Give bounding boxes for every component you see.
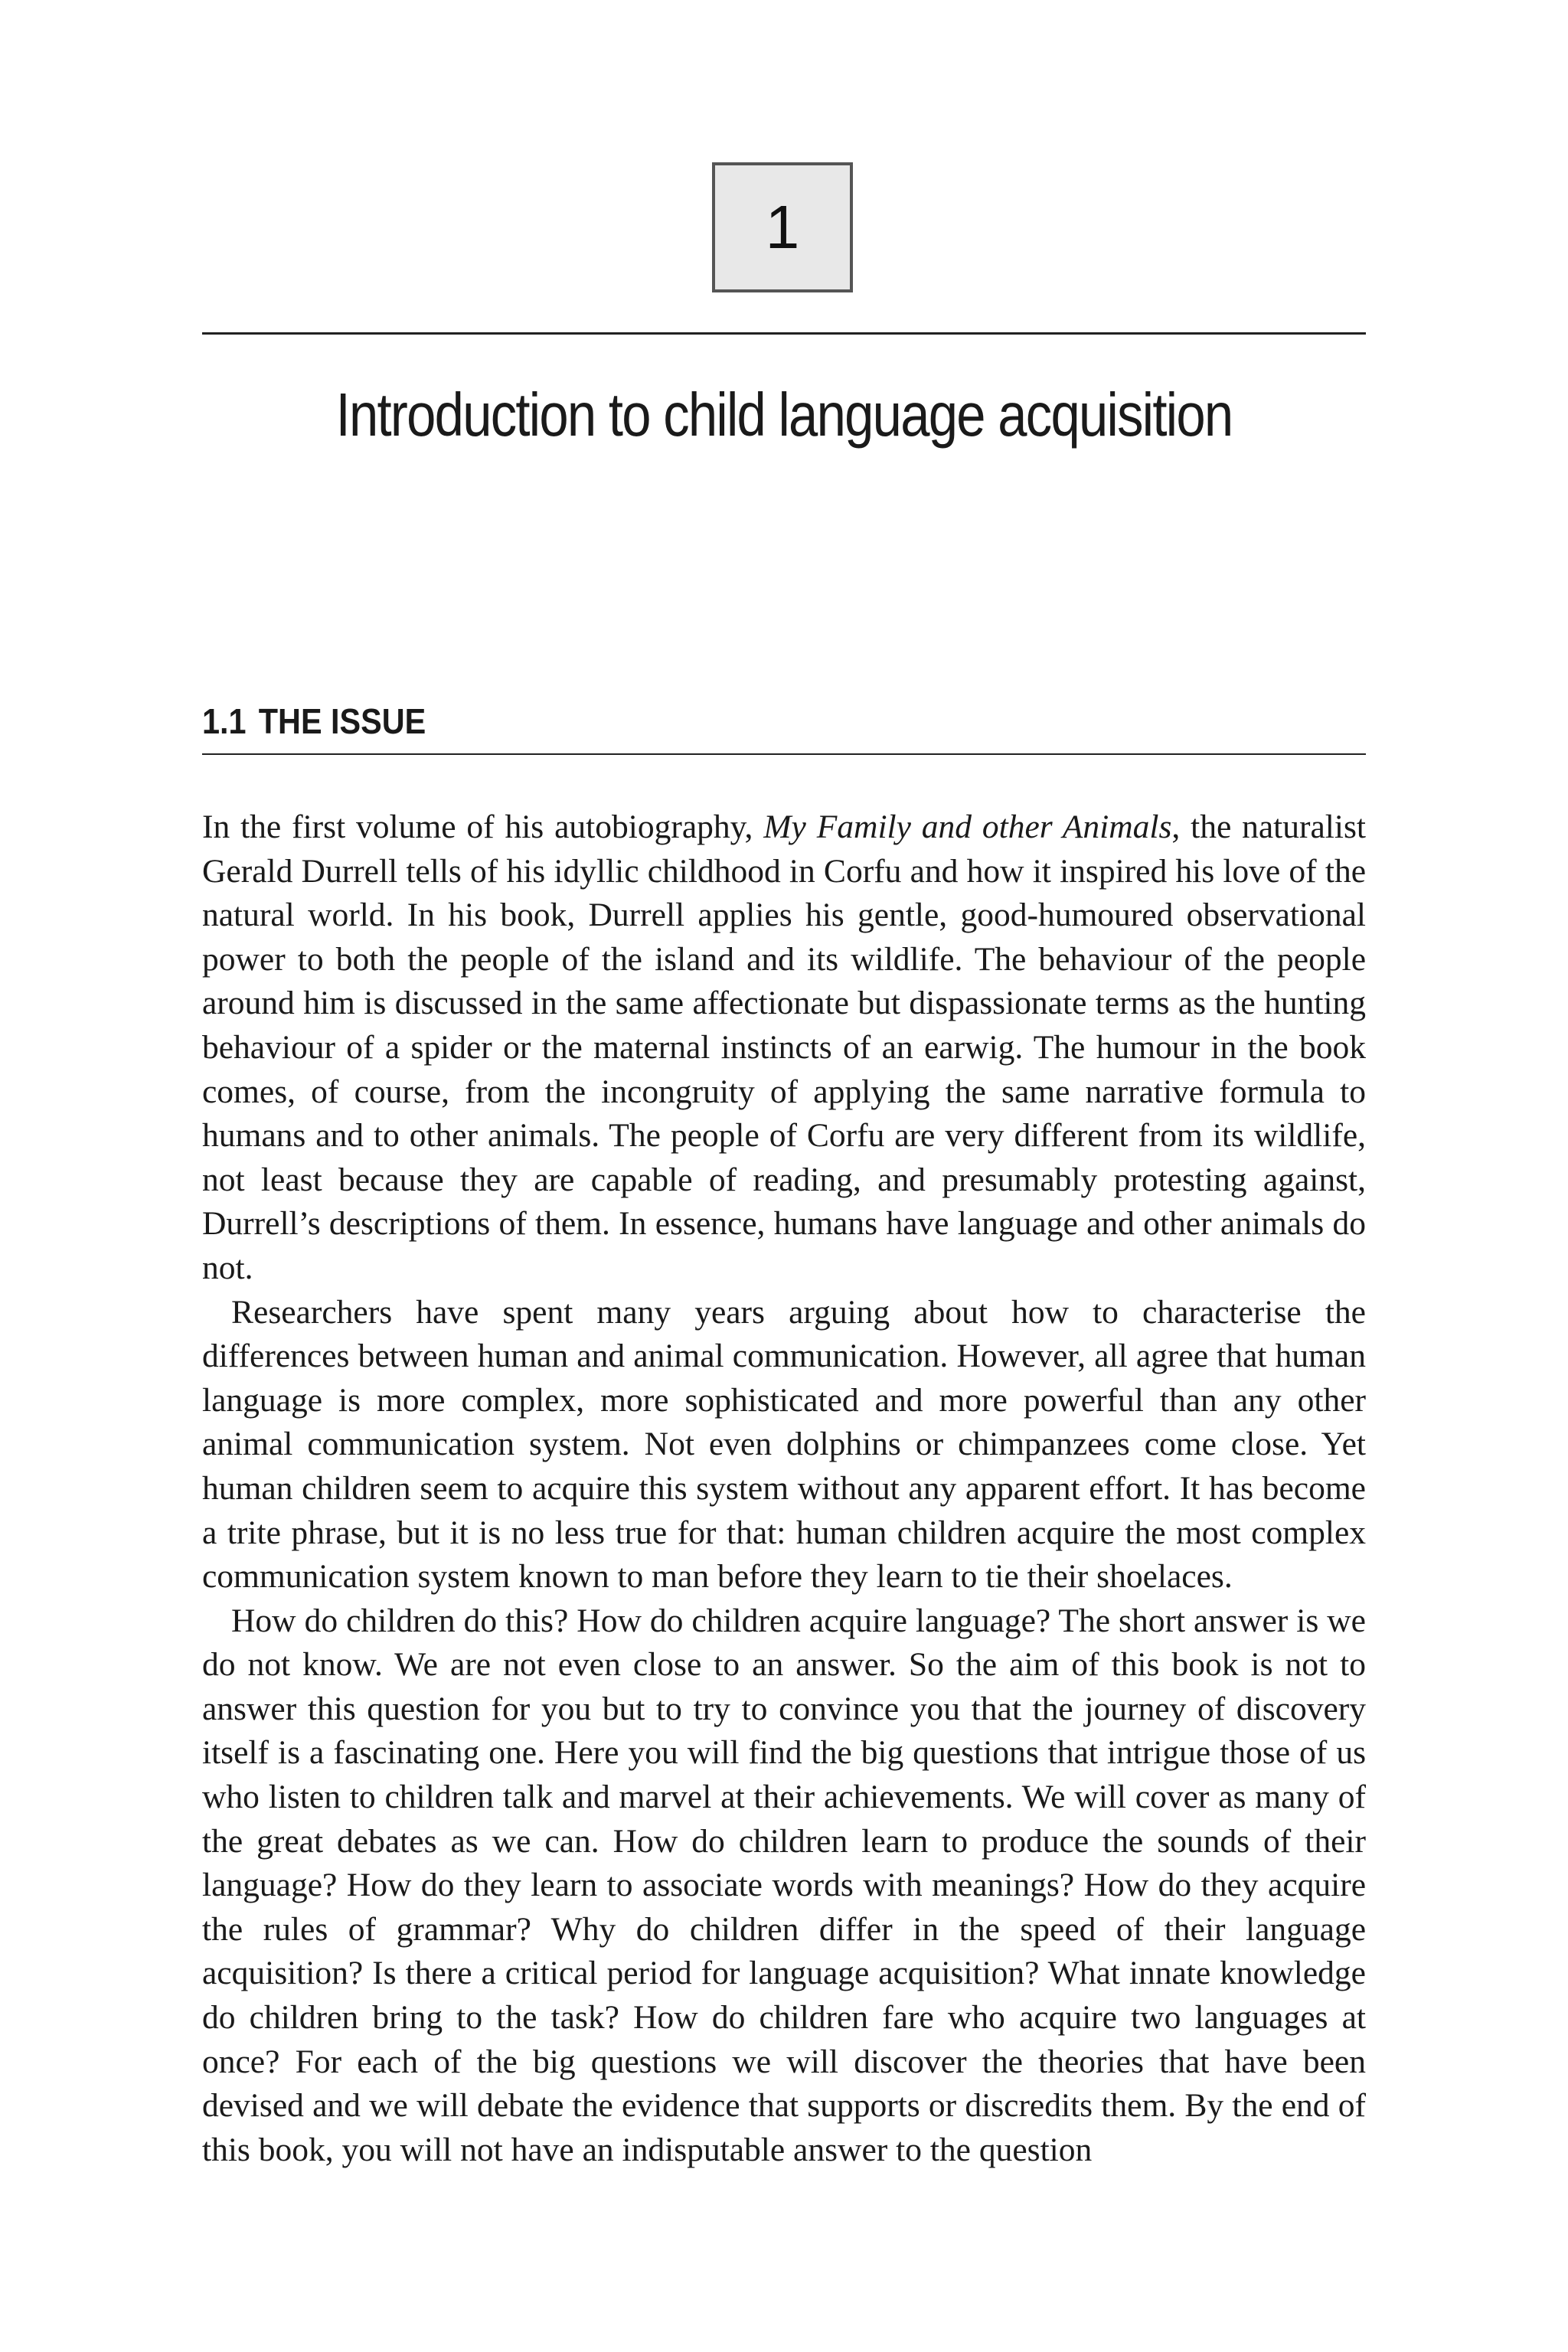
chapter-rule	[202, 332, 1366, 335]
paragraph-1-rest: , the naturalist Gerald Durrell tells of his idyllic childhood in Corfu and how it inspired his love of the natural world. In his book, Durrell applies his gentle, good-humoured observational power to both the people of the island and its wildlife. The behaviour of the people around him is discussed in the same affectionate but dispassionate terms as the hunting behaviour of a spider or the maternal instincts of an earwig. The humour in the book comes, of course, from the incongruity of applying the same narrative formula to humans and to other animals. The people of Corfu are very different from its wildlife, not least because they are capable of reading, and presumably protesting against, Durrell’s descriptions of them. In essence, humans have language and other animals do not.	[202, 808, 1366, 1286]
paragraph-3: How do children do this? How do children acquire language? The short answer is we do not know. We are not even close to an answer. So the aim of this book is not to answer this question for you but to try to convince you that the journey of discovery itself is a fascinating one. Here you will find the big questions that intrigue those of us who listen to children talk and marvel at their achievements. We will cover as many of the great debates as we can. How do children learn to produce the sounds of their language? How do they learn to associate words with meanings? How do they acquire the rules of grammar? Why do children differ in the speed of their language acquisition? Is there a critical period for language acquisition? What innate knowledge do children bring to the task? How do children fare who acquire two languages at once? For each of the big questions we will discover the theories that have been devised and we will debate the evidence that supports or discredits them. By the end of this book, you will not have an indisputable answer to the question	[202, 1602, 1366, 2168]
paragraph-1-start: In the first volume of his autobiography,	[202, 808, 764, 845]
paragraph-1	[202, 805, 1366, 1291]
book-title-italic: My Family and other Animals	[763, 808, 1172, 845]
section-number: 1.1	[202, 701, 247, 741]
section-rule	[202, 753, 1366, 755]
chapter-number-box	[712, 162, 853, 292]
body-text	[202, 805, 1366, 2172]
chapter-title: Introduction to child language acquisition	[335, 381, 1233, 449]
paragraph-2: Researchers have spent many years arguing about how to characterise the differences between human and animal communication. However, all agree that human language is more complex, more sophisticated and more powerful than any other animal communication system. Not even dolphins or chimpanzees come close. Yet human children seem to acquire this system without any apparent effort. It has become a trite phrase, but it is no less true for that: human children acquire the most complex communication system known to man before they learn to tie their shoelaces.	[202, 1293, 1366, 1596]
chapter-number: 1	[765, 193, 800, 261]
section-heading	[202, 698, 426, 744]
section-title: THE ISSUE	[258, 701, 426, 741]
